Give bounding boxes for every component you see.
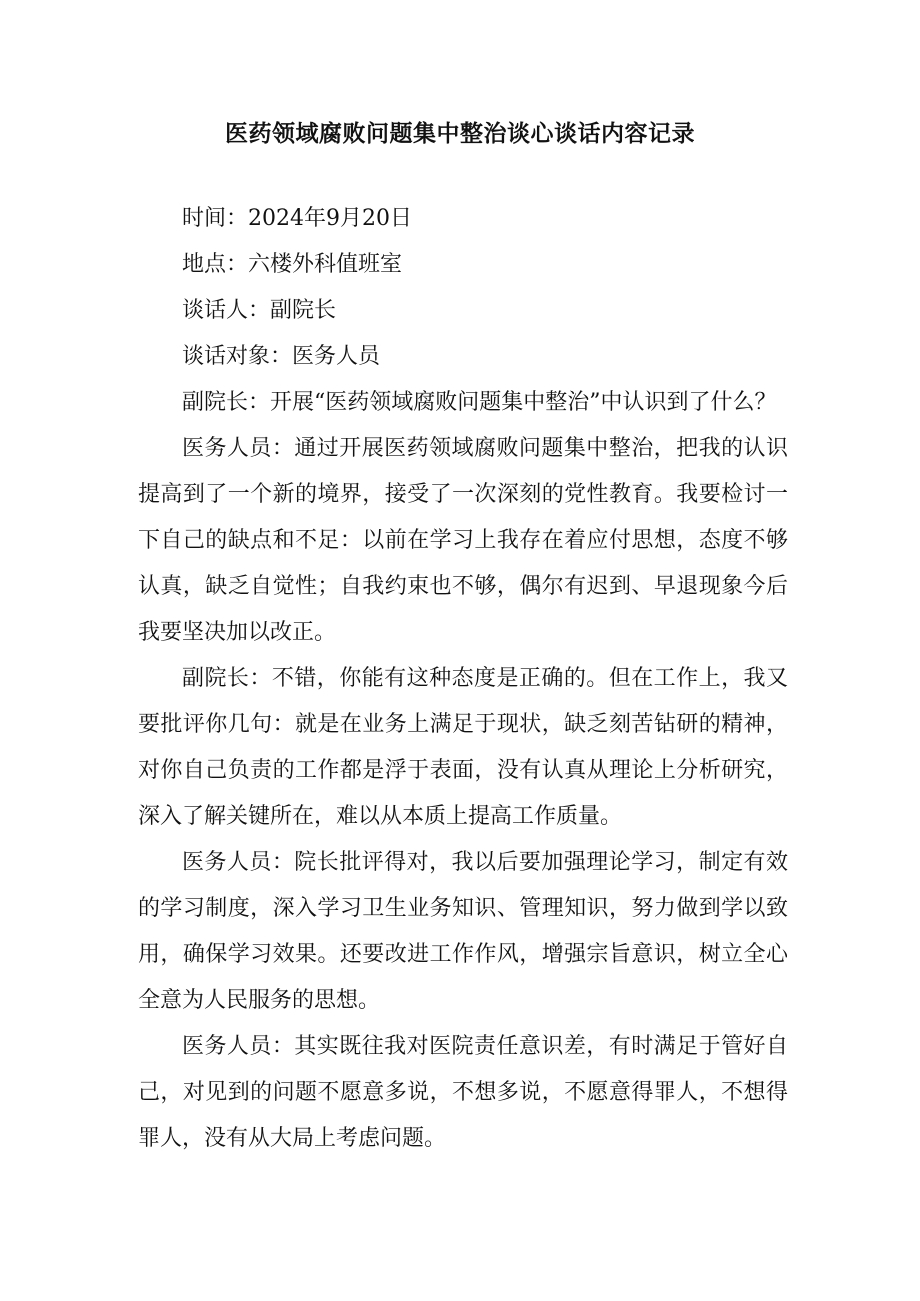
dialogue-paragraph: 医务人员：院长批评得对，我以后要加强理论学习，制定有效的学习制度，深入学习卫生业务知识、管理知识，努力做到学以致用，确保学习效果。还要改进工作作风，增强宗旨意识，树立全心全意为人民服务的思想。 [138, 850, 788, 1013]
document-title: 医药领域腐败问题集中整治谈心谈话内容记录 [225, 121, 695, 147]
meta-place: 地点：六楼外科值班室 [182, 252, 403, 277]
document-body [138, 196, 788, 1162]
meta-target: 谈话对象：医务人员 [182, 344, 381, 369]
meta-time: 时间：2024年9月20日 [182, 206, 412, 231]
dialogue-paragraph: 副院长：不错，你能有这种态度是正确的。但在工作上，我又要批评你几句：就是在业务上满足于现状，缺乏刻苦钻研的精神，对你自己负责的工作都是浮于表面，没有认真从理论上分析研究，深入了解关键所在，难以从本质上提高工作质量。 [138, 666, 788, 829]
dialogue-paragraph: 医务人员：其实既往我对医院责任意识差，有时满足于管好自己，对见到的问题不愿意多说，不想多说，不愿意得罪人，不想得罪人，没有从大局上考虑问题。 [138, 1034, 788, 1151]
meta-speaker: 谈话人：副院长 [182, 298, 337, 323]
dialogue-paragraph: 副院长：开展“医药领域腐败问题集中整治”中认识到了什么？ [182, 390, 777, 415]
dialogue-paragraph: 医务人员：通过开展医药领域腐败问题集中整治，把我的认识提高到了一个新的境界，接受了一次深刻的党性教育。我要检讨一下自己的缺点和不足：以前在学习上我存在着应付思想，态度不够认真，缺乏自觉性；自我约束也不够，偶尔有迟到、早退现象今后我要坚决加以改正。 [138, 436, 788, 645]
